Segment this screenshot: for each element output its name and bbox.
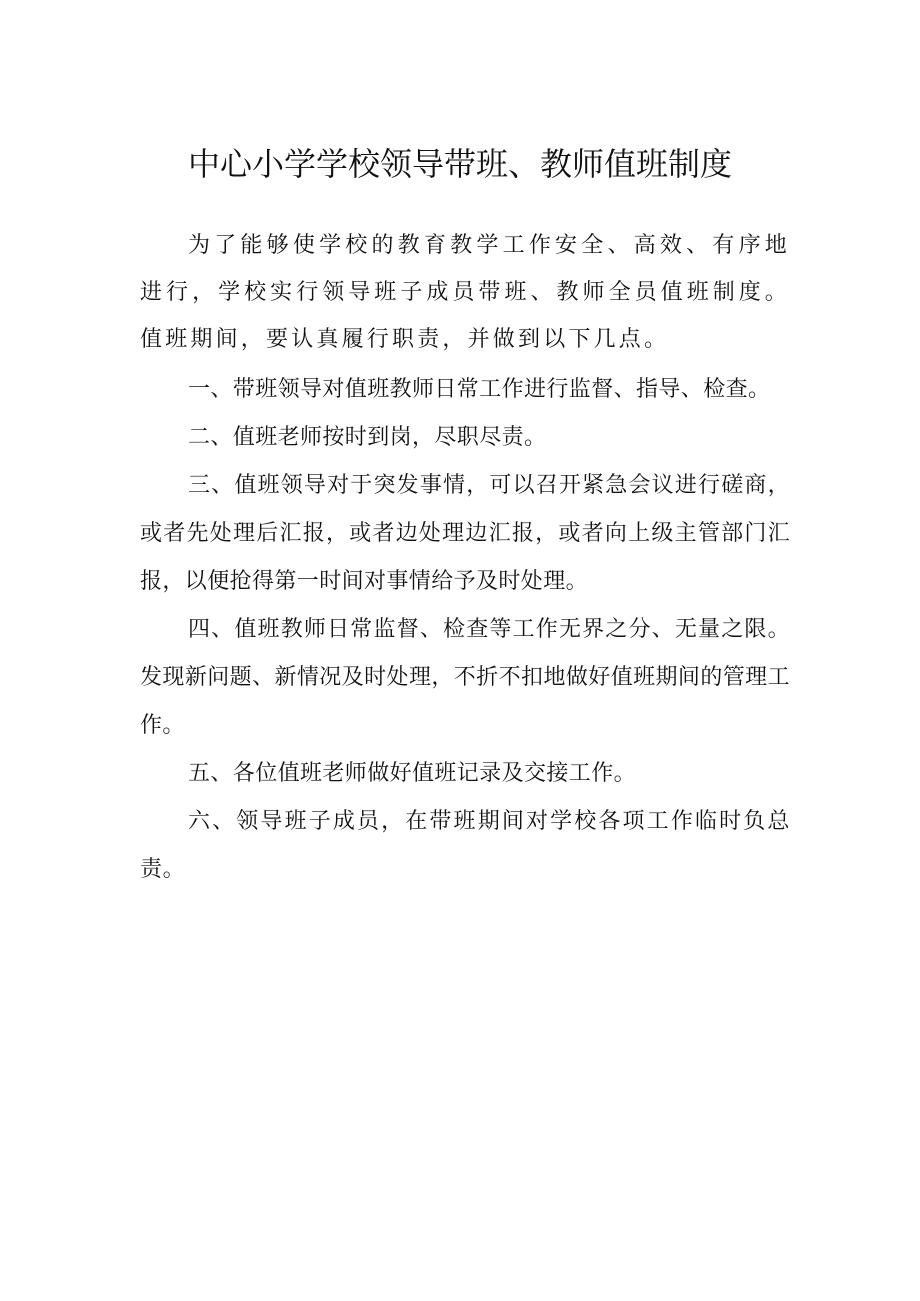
rule-item-4: 四、值班教师日常监督、检查等工作无界之分、无量之限。发现新问题、新情况及时处理，不折不扣地做好值班期间的管理工作。: [140, 617, 790, 738]
rule-item-3: 三、值班领导对于突发事情，可以召开紧急会议进行磋商，或者先处理后汇报，或者边处理边汇报，或者向上级主管部门汇报，以便抢得第一时间对事情给予及时处理。: [140, 473, 790, 594]
rules-list: [140, 366, 790, 894]
rule-item-2: 二、值班老师按时到岗，尽职尽责。: [188, 425, 547, 450]
rule-item-5: 五、各位值班老师做好值班记录及交接工作。: [188, 761, 637, 786]
rule-item-1: 一、带班领导对值班教师日常工作进行监督、指导、检查。: [188, 377, 771, 402]
document-title: 中心小学学校领导带班、教师值班制度: [187, 145, 732, 183]
rule-item-6: 六、领导班子成员，在带班期间对学校各项工作临时负总责。: [140, 809, 790, 882]
intro-paragraph: 为了能够使学校的教育教学工作安全、高效、有序地进行，学校实行领导班子成员带班、教师全员值班制度。值班期间，要认真履行职责，并做到以下几点。: [140, 233, 790, 352]
